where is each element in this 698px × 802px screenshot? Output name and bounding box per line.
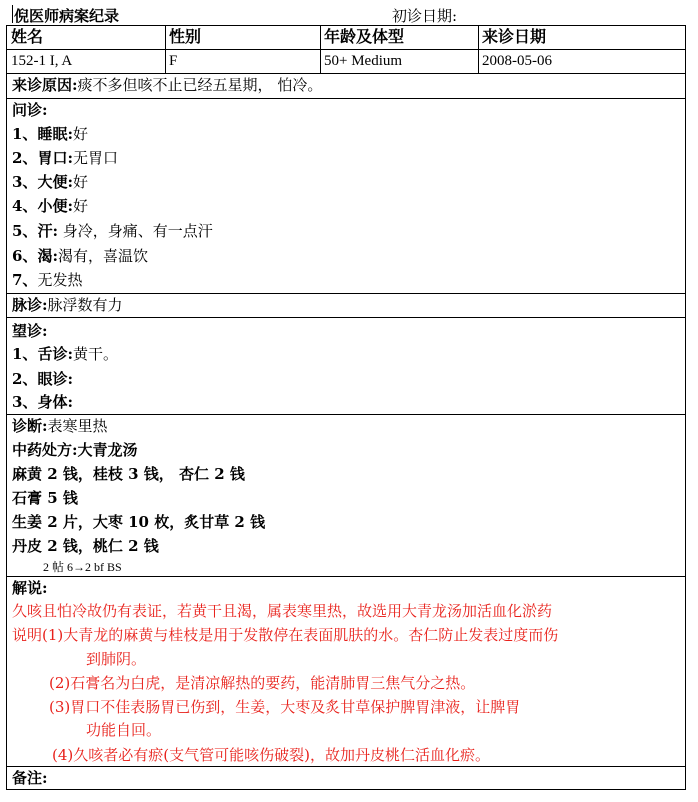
observation-item: 3、身体: (12, 393, 73, 411)
herb-line: 麻黄 2 钱，桂枝 3 钱， 杏仁 2 钱 (12, 465, 245, 483)
patient-row (7, 50, 685, 73)
header-visit-date: 来诊日期 (482, 27, 547, 46)
first-visit-date-label: 初诊日期: (392, 7, 458, 25)
herb-line: 石膏 5 钱 (12, 489, 78, 507)
explanation-heading: 解说: (12, 579, 48, 597)
visit-reason-label: 来诊原因: (12, 76, 78, 94)
explanation-line: 久咳且怕冷故仍有表证，若黄干且渴，属表寒里热，故选用大青龙汤加活血化淤药 (12, 602, 553, 620)
prescription (12, 440, 138, 460)
patient-sex: F (169, 53, 178, 69)
pulse-text: 脉浮数有力 (47, 296, 123, 314)
diagnosis (12, 416, 108, 436)
observation-heading: 望诊: (12, 322, 48, 340)
text-cursor (12, 5, 13, 23)
record-header (4, 2, 692, 25)
patient-name: 152-1 I, A (11, 53, 73, 69)
explanation-line: 功能自回。 (86, 721, 162, 739)
inquiry-item: 2、胃口:无胃口 (12, 149, 118, 167)
prescription-name: 大青龙汤 (77, 441, 138, 459)
explanation-line: (4)久咳者必有瘀(支气管可能咳伤破裂)，故加丹皮桃仁活血化瘀。 (52, 746, 490, 764)
explanation-line: 说明(1)大青龙的麻黄与桂枝是用于发散停在表面肌肤的水。杏仁防止发表过度而伤 (12, 626, 559, 644)
explanation-line: 到肺阴。 (86, 650, 147, 668)
prescription-label: 中药处方: (12, 441, 78, 459)
inquiry-heading: 问诊: (12, 101, 48, 119)
inquiry-item: 3、大便:好 (12, 173, 88, 191)
visit-reason (12, 75, 322, 95)
observation-item: 1、舌诊:黄干。 (12, 345, 118, 363)
diagnosis-text: 表寒里热 (47, 417, 108, 435)
header-age-body: 年龄及体型 (324, 27, 405, 46)
header-name: 姓名 (11, 27, 44, 46)
herb-line: 生姜 2 片，大枣 10 枚，炙甘草 2 钱 (12, 513, 266, 531)
herb-line: 丹皮 2 钱，桃仁 2 钱 (12, 537, 159, 555)
explanation-line: (3)胃口不佳表肠胃已伤到，生姜，大枣及炙甘草保护脾胃津液，让脾胃 (49, 698, 521, 716)
observation-item: 2、眼诊: (12, 370, 73, 388)
record-form (6, 25, 686, 790)
pulse-label: 脉诊: (12, 296, 48, 314)
inquiry-item: 5、汗: 身冷，身痛、有一点汗 (12, 222, 213, 240)
notes-label: 备注: (12, 769, 48, 787)
patient-visit-date: 2008-05-06 (482, 53, 552, 69)
inquiry-item: 1、睡眠:好 (12, 125, 88, 143)
dosage-note: 2 帖 6→2 bf BS (43, 560, 122, 574)
record-title: 倪医师病案纪录 (14, 7, 120, 25)
inquiry-item: 6、渴:渴有，喜温饮 (12, 247, 148, 265)
patient-age-body: 50+ Medium (324, 53, 403, 69)
inquiry-item: 4、小便:好 (12, 197, 88, 215)
pulse-diagnosis (12, 295, 123, 315)
inquiry-item: 7、无发热 (12, 271, 83, 289)
header-sex: 性别 (169, 27, 202, 46)
explanation-line: (2)石膏名为白虎，是清凉解热的要药，能清肺胃三焦气分之热。 (49, 674, 476, 692)
visit-reason-text: 痰不多但咳不止已经五星期， 怕冷。 (77, 76, 323, 94)
diagnosis-label: 诊断: (12, 417, 48, 435)
table-header-row (7, 26, 685, 49)
